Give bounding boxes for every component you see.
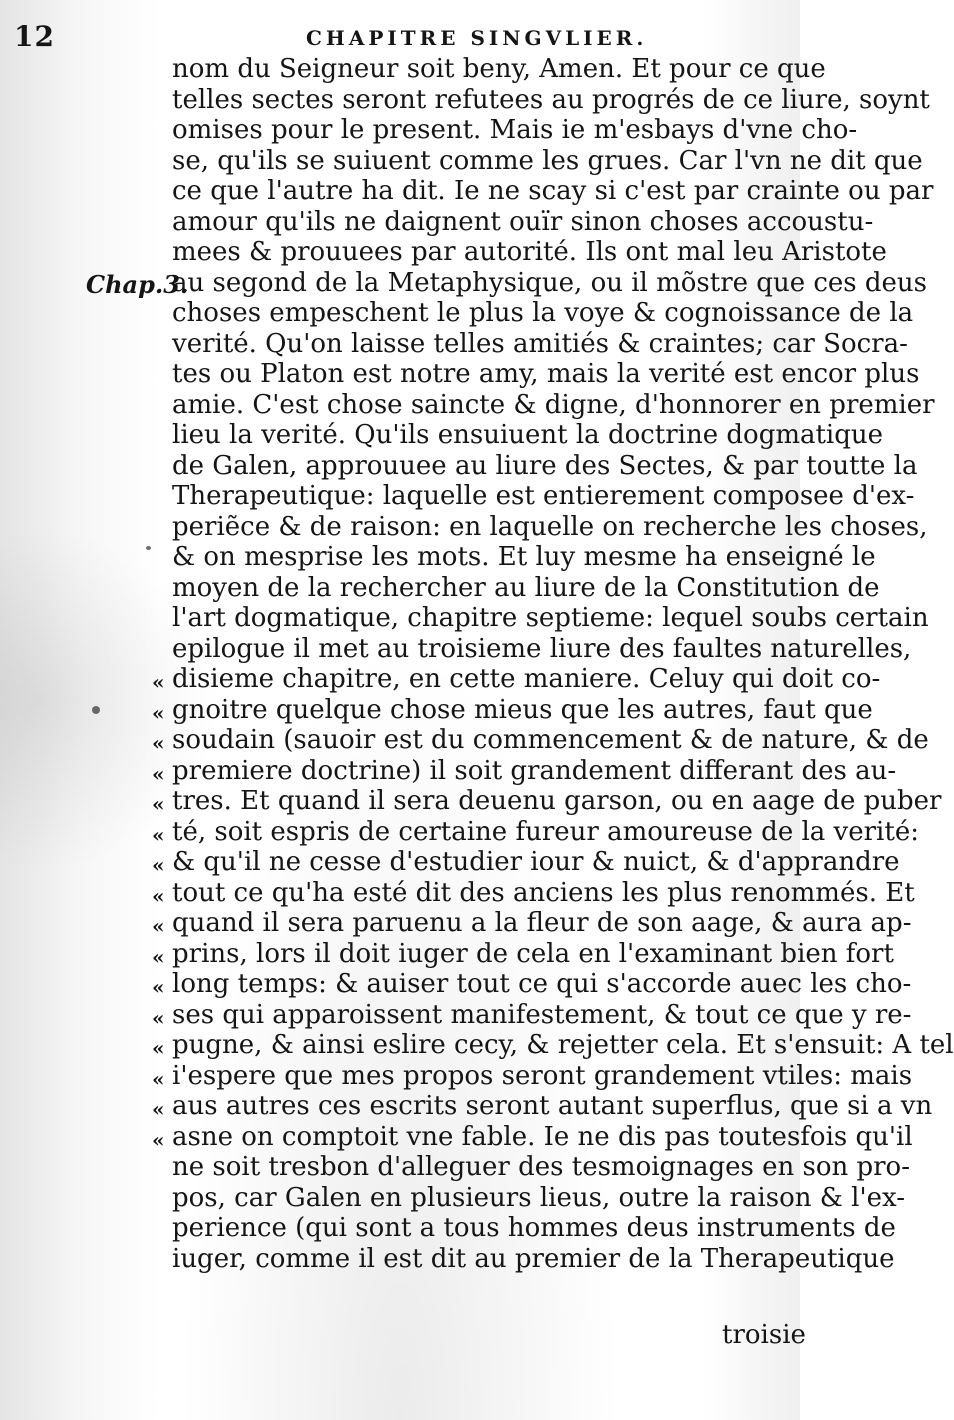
text-line: ce que l'autre ha dit. Ie ne scay si c'est par crainte ou par — [172, 176, 934, 206]
text-line: l'art dogmatique, chapitre septieme: lequel soubs certain — [172, 603, 929, 633]
text-line: nom du Seigneur soit beny, Amen. Et pour ce que — [172, 54, 826, 84]
text-line: & qu'il ne cesse d'estudier iour & nuict, & d'apprandre — [172, 847, 900, 877]
quote-mark: « — [152, 1127, 165, 1152]
quote-mark: « — [152, 700, 165, 725]
text-line: tout ce qu'ha esté dit des anciens les plus renommés. Et — [172, 877, 915, 908]
text-line: té, soit espris de certaine fureur amoureuse de la verité: — [172, 816, 919, 847]
text-line: au segond de la Metaphysique, ou il mõstre que ces deus — [172, 267, 928, 298]
text-line: omises pour le present. Mais ie m'esbays d'vne cho- — [172, 115, 858, 145]
text-line: gnoitre quelque chose mieus que les autres, faut que — [172, 694, 873, 725]
text-line: long temps: & auiser tout ce qui s'accorde auec les cho- — [172, 969, 912, 999]
text-line: iuger, comme il est dit au premier de la Therapeutique — [172, 1243, 895, 1274]
text-line: verité. Qu'on laisse telles amitiés & craintes; car Socra- — [172, 328, 908, 359]
quote-mark: « — [152, 822, 165, 847]
text-line: Therapeutique: laquelle est entierement composee d'ex- — [172, 481, 915, 511]
text-line: prins, lors il doit iuger de cela en l'examinant bien fort — [172, 938, 894, 969]
text-line: telles sectes seront refutees au progrés de ce liure, soynt — [172, 84, 930, 115]
text-line: pos, car Galen en plusieurs lieus, outre la raison & l'ex- — [172, 1182, 905, 1213]
quote-mark: « — [152, 1036, 165, 1060]
text-line: moyen de la rechercher au liure de la Constitution de — [172, 572, 880, 603]
margin-note-chapter: Chap.3. — [86, 270, 189, 299]
text-line: ne soit tresbon d'alleguer des tesmoignages en son pro- — [172, 1152, 910, 1182]
text-line: amie. C'est chose saincte & digne, d'honnorer en premier — [172, 389, 935, 420]
quote-mark: « — [152, 1097, 165, 1121]
text-line: perience (qui sont a tous hommes deus instruments de — [172, 1213, 896, 1243]
text-line: tres. Et quand il sera deuenu garson, ou en aage de puber — [172, 786, 942, 816]
quote-mark: « — [152, 761, 165, 786]
quote-mark: « — [152, 1005, 165, 1030]
quote-mark: « — [152, 914, 165, 938]
text-line: i'espere que mes propos seront grandement vtiles: mais — [172, 1060, 913, 1091]
ink-blot — [92, 706, 100, 714]
text-line: premiere doctrine) il soit grandement differant des au- — [172, 755, 897, 786]
quote-mark: « — [152, 883, 165, 908]
text-line: de Galen, approuuee au liure des Sectes, & par toutte la — [172, 450, 918, 481]
text-line: ses qui apparoissent manifestement, & tout ce que y re- — [172, 999, 912, 1030]
text-line: mees & prouuees par autorité. Ils ont mal leu Aristote — [172, 237, 887, 267]
quote-mark: « — [152, 731, 165, 755]
text-line: epilogue il met au troisieme liure des faultes naturelles, — [172, 633, 912, 664]
text-line: amour qu'ils ne daignent ouïr sinon choses accoustu- — [172, 206, 874, 237]
running-head: CHAPITRE SINGVLIER. — [306, 26, 648, 50]
ink-blot — [146, 546, 151, 550]
quote-mark: « — [152, 670, 165, 694]
text-line: choses empeschent le plus la voye & cognoissance de la — [172, 298, 914, 328]
text-line: soudain (sauoir est du commencement & de nature, & de — [172, 725, 929, 755]
text-line: lieu la verité. Qu'ils ensuiuent la doctrine dogmatique — [172, 420, 884, 450]
text-line: aus autres ces escrits seront autant superflus, que si a vn — [172, 1091, 933, 1121]
quote-mark: « — [152, 944, 165, 969]
page-number: 12 — [14, 20, 55, 53]
text-line: & on mesprise les mots. Et luy mesme ha enseigné le — [172, 542, 876, 572]
text-line: tes ou Platon est notre amy, mais la verité est encor plus — [172, 359, 920, 389]
text-line: quand il sera paruenu a la fleur de son aage, & aura ap- — [172, 908, 912, 938]
text-line: disieme chapitre, en cette maniere. Celuy qui doit co- — [172, 664, 881, 694]
quote-mark: « — [152, 1066, 165, 1091]
quote-mark: « — [152, 975, 165, 999]
catchword: troisie — [722, 1320, 806, 1350]
text-line: asne on comptoit vne fable. Ie ne dis pas toutesfois qu'il — [172, 1121, 913, 1152]
quote-mark: « — [152, 792, 165, 816]
text-line: pugne, & ainsi eslire cecy, & rejetter cela. Et s'ensuit: A tel — [172, 1030, 954, 1060]
text-line: periẽce & de raison: en laquelle on recherche les choses, — [172, 511, 928, 542]
quote-mark: « — [152, 853, 165, 877]
text-line: se, qu'ils se suiuent comme les grues. Car l'vn ne dit que — [172, 145, 923, 176]
